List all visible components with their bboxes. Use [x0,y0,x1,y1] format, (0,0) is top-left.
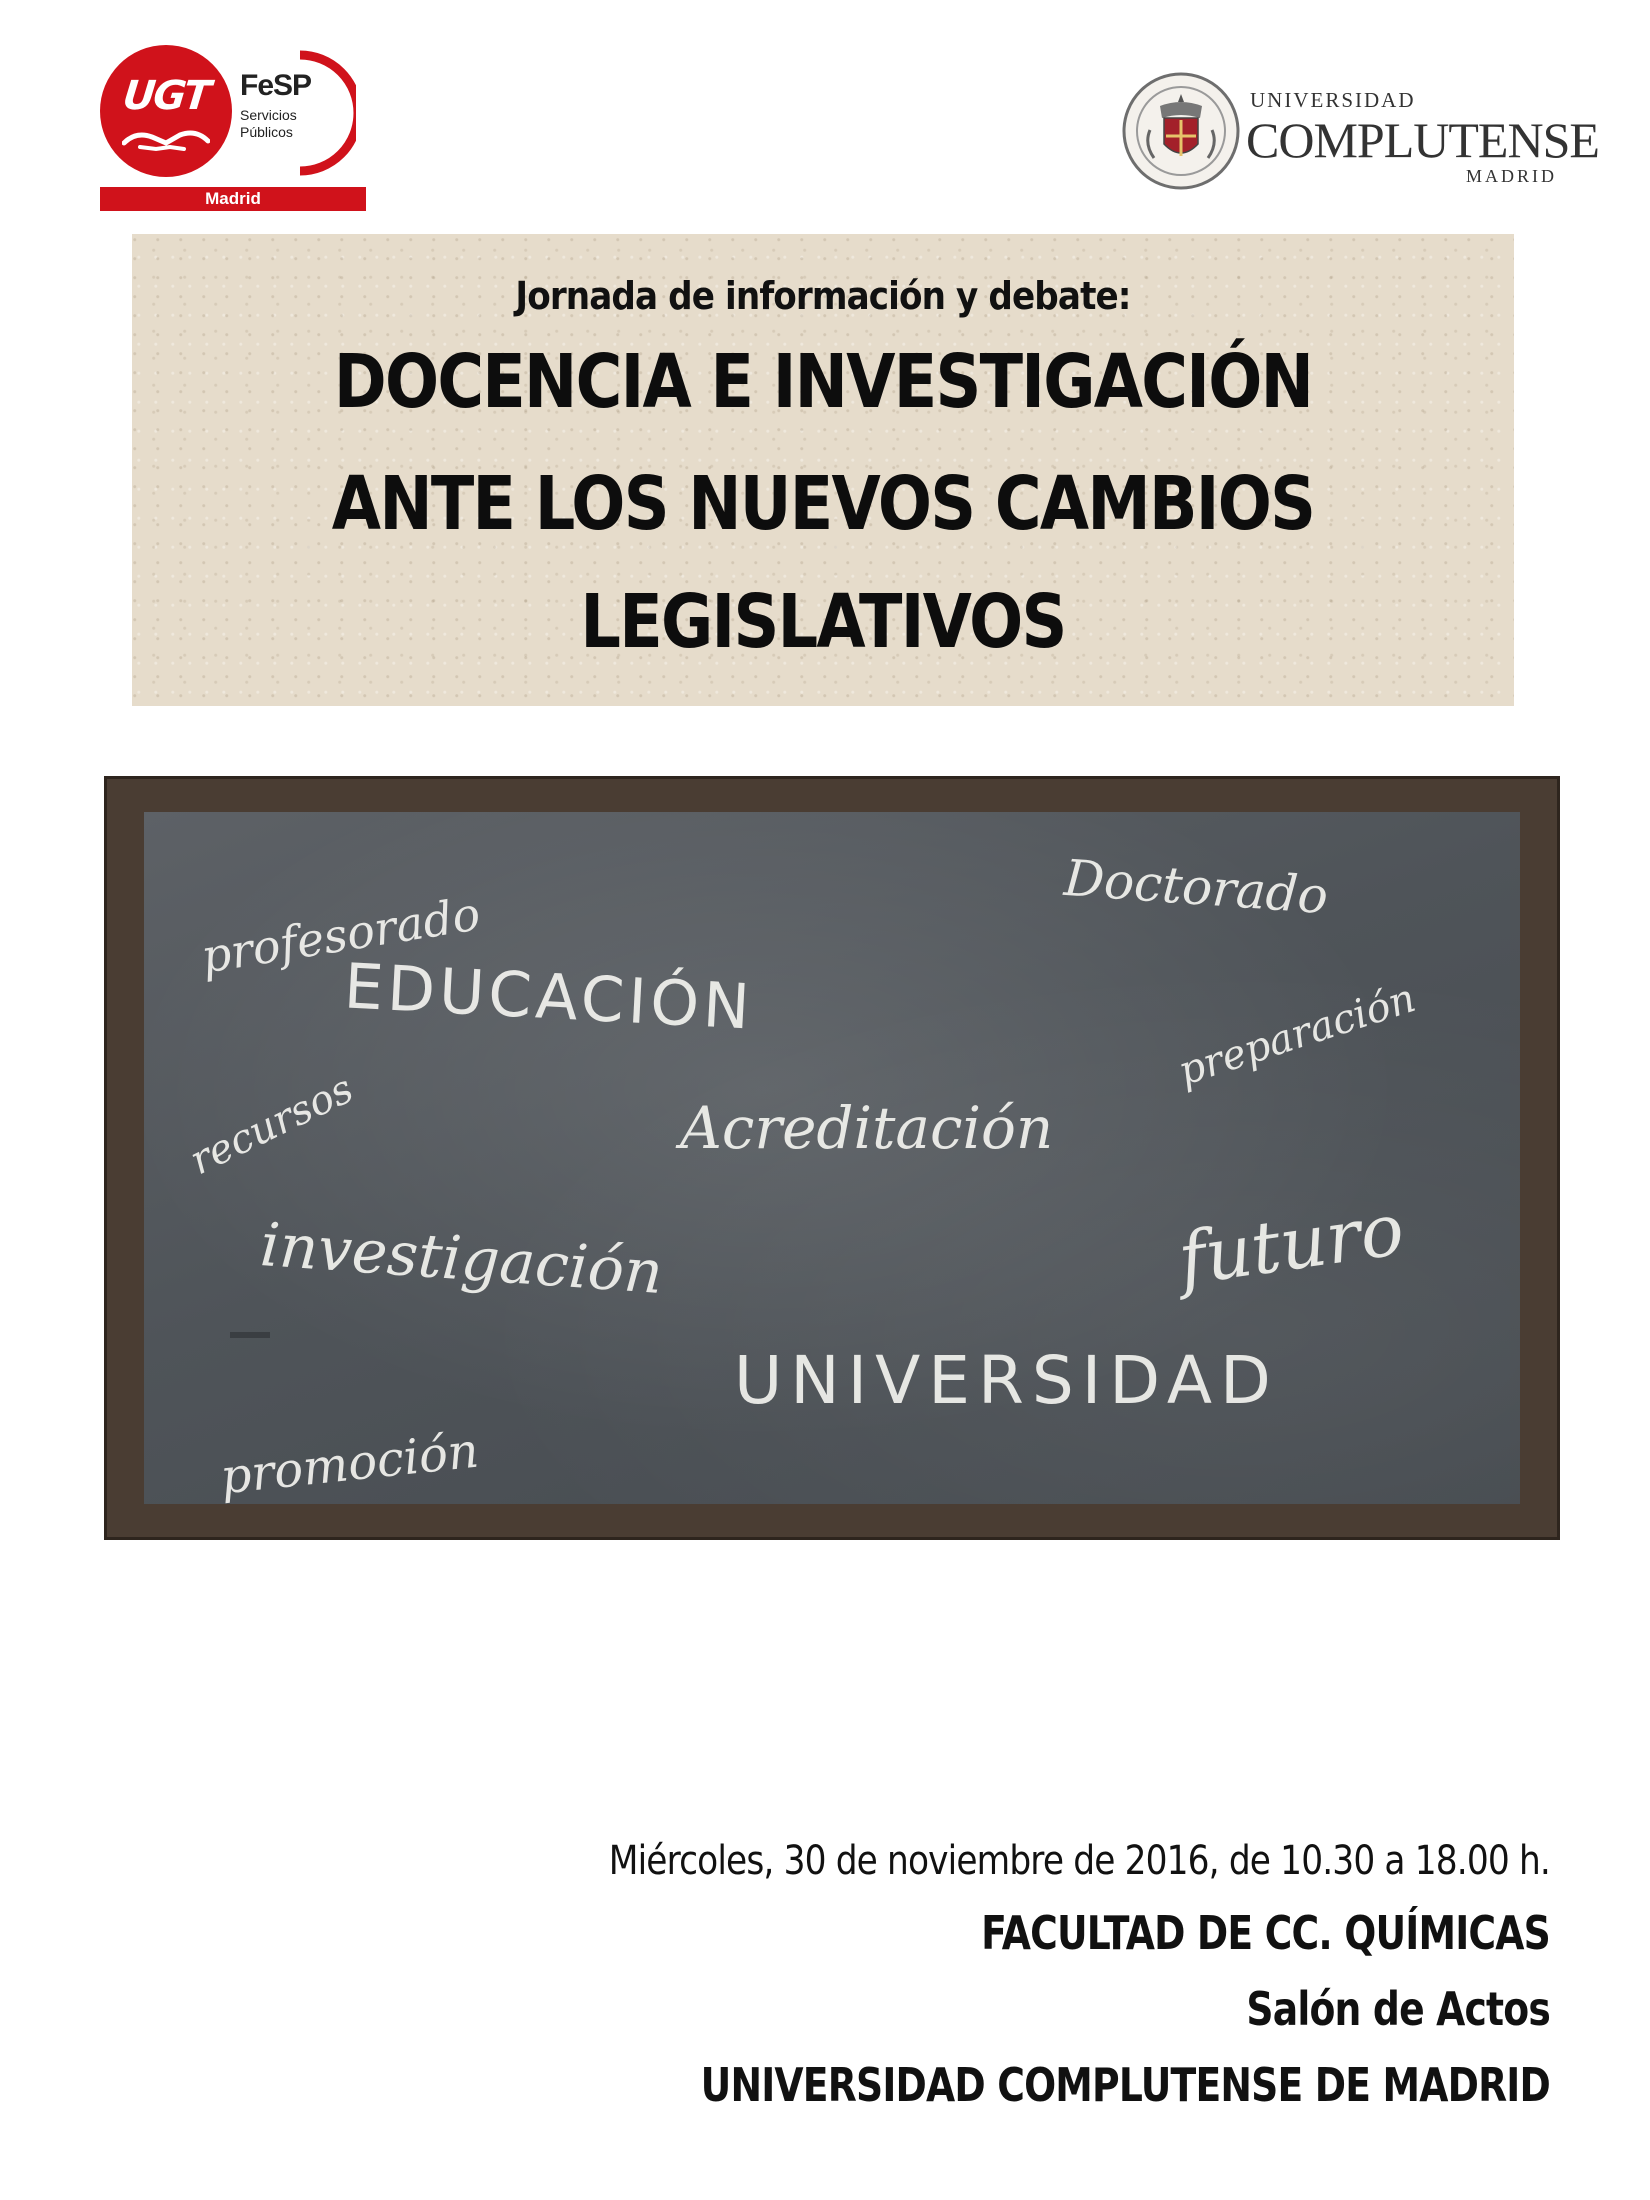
event-date: Miércoles, 30 de noviembre de 2016, de 10.30 a 18.00 h. [608,1838,1550,1884]
university-seal-icon [1120,70,1242,192]
chalk-word-profesorado: profesorado [197,886,484,984]
ucm-logo [1120,70,1620,200]
chalk-word-universidad: UNIVERSIDAD [734,1342,1279,1419]
chalk-word-preparacion: preparación [1172,975,1421,1095]
chalkboard-frame [104,776,1560,1540]
chalk-word-promocion: promoción [217,1422,482,1506]
event-venue-university: UNIVERSIDAD COMPLUTENSE DE MADRID [700,2058,1550,2112]
chalk-word-investigacion: investigación [258,1210,666,1308]
chalk-word-recursos: recursos [182,1065,361,1185]
ugt-fesp-logo [100,45,368,213]
chalk-word-futuro: futuro [1173,1186,1409,1302]
chalk-smudge [230,1332,270,1338]
event-subtitle: Jornada de información y debate: [515,274,1131,318]
ucm-complutense-label: COMPLUTENSE [1246,112,1599,168]
event-venue-room: Salón de Actos [1246,1982,1550,2036]
event-title-line3: LEGISLATIVOS [580,579,1066,665]
chalkboard [144,812,1520,1504]
title-banner [132,234,1514,706]
event-title-line2: ANTE LOS NUEVOS CAMBIOS [331,461,1315,547]
ucm-madrid-label: MADRID [1466,166,1558,186]
handshake-icon [122,123,210,155]
event-venue-faculty: FACULTAD DE CC. QUÍMICAS [981,1906,1550,1960]
fesp-subtitle [240,107,297,141]
fesp-sub-line2: Públicos [240,124,293,140]
chalk-word-educacion: EDUCACIÓN [342,949,756,1044]
ugt-region-bar: Madrid [100,187,366,211]
ucm-universidad-label: UNIVERSIDAD [1250,88,1416,112]
chalk-word-doctorado: Doctorado [1062,848,1330,926]
event-title-line1: DOCENCIA E INVESTIGACIÓN [333,339,1313,425]
ugt-letters: UGT [120,73,212,119]
chalk-word-acreditacion: Acreditación [680,1094,1054,1162]
fesp-label: FeSP [240,69,312,102]
fesp-sub-line1: Servicios [240,107,297,123]
